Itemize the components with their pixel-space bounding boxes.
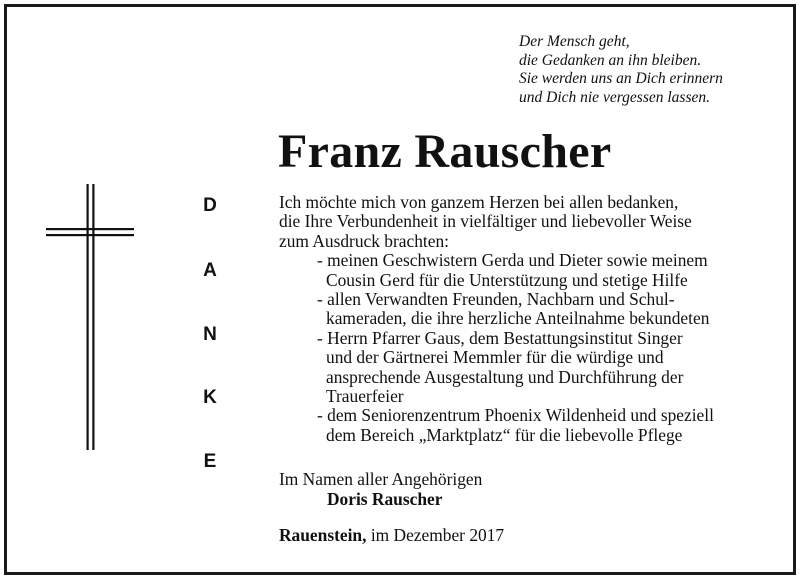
danke-letter: E <box>203 451 217 472</box>
intro-line: zum Ausdruck brachten: <box>279 230 449 251</box>
quote-line: Sie werden uns an Dich erinnern <box>519 70 723 87</box>
danke-letter: N <box>203 324 217 345</box>
intro-line: Ich möchte mich von ganzem Herzen bei allen bedanken, <box>279 192 679 212</box>
quote-line: Der Mensch geht, <box>519 33 630 50</box>
list-item: - allen Verwandten Freunden, Nachbarn und Schul- <box>317 289 675 310</box>
list-item: - Herrn Pfarrer Gaus, dem Bestattungsinstitut Singer <box>317 327 683 348</box>
memorial-quote <box>519 33 723 107</box>
quote-line: und Dich nie vergessen lassen. <box>519 88 710 106</box>
list-item-continuation: Trauerfeier <box>326 386 404 407</box>
list-item-continuation: ansprechende Ausgestaltung und Durchführung der <box>326 366 684 387</box>
list-item-continuation: Cousin Gerd für die Unterstützung und stetige Hilfe <box>326 269 688 290</box>
signature: Doris Rauscher <box>327 489 443 509</box>
place: Rauenstein, <box>279 525 367 545</box>
danke-letter: A <box>203 260 217 281</box>
closing-block <box>279 469 482 509</box>
quote-line: die Gedanken an ihn bleiben. <box>519 51 702 69</box>
closing-line: Im Namen aller Angehörigen <box>279 469 483 489</box>
list-item: - dem Seniorenzentrum Phoenix Wildenheid und speziell <box>317 405 714 426</box>
date: im Dezember 2017 <box>370 525 505 545</box>
intro-line: die Ihre Verbundenheit in vielfältiger und liebevoller Weise <box>279 211 692 232</box>
list-item-continuation: und der Gärtnerei Memmler für die würdige und <box>326 347 664 368</box>
danke-letter: K <box>203 387 217 408</box>
danke-letter: D <box>203 195 217 216</box>
thank-you-text <box>279 193 714 445</box>
cross-icon <box>44 182 136 452</box>
place-date <box>279 525 504 545</box>
deceased-name: Franz Rauscher <box>278 125 612 178</box>
list-item-continuation: dem Bereich „Marktplatz“ für die liebevolle Pflege <box>326 424 683 445</box>
list-item: - meinen Geschwistern Gerda und Dieter sowie meinem <box>317 250 708 271</box>
list-item-continuation: kameraden, die ihre herzliche Anteilnahme bekundeten <box>326 308 710 329</box>
